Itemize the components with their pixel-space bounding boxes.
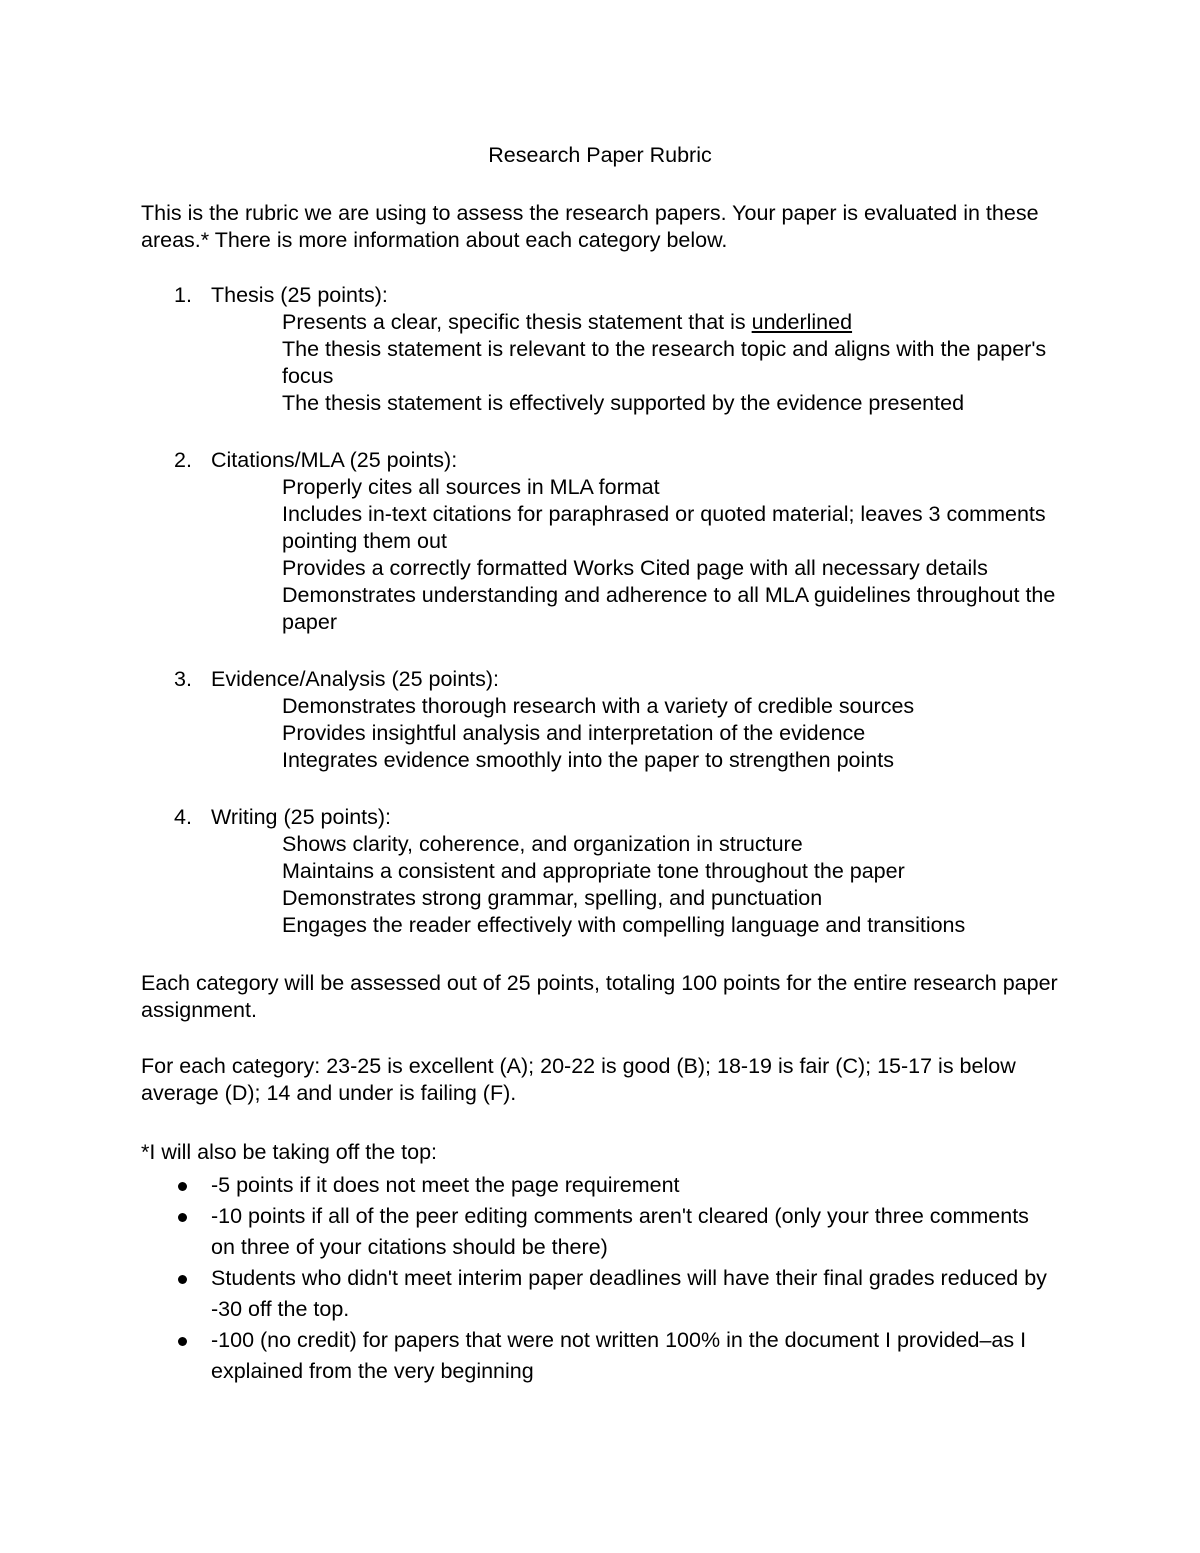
document-title: Research Paper Rubric: [488, 143, 712, 167]
bullet-icon: [176, 1325, 211, 1387]
intro-paragraph: This is the rubric we are using to assess the research papers. Your paper is evaluated in these areas.* There is more information about each category below.: [141, 201, 1039, 252]
criterion: Provides a correctly formatted Works Cited page with all necessary details: [282, 556, 988, 580]
deduction-text: -5 points if it does not meet the page requirement: [211, 1173, 680, 1197]
rubric-category-evidence: [174, 666, 1074, 774]
bullet-icon: [176, 1201, 211, 1263]
deduction-item: [176, 1201, 1056, 1263]
category-heading: Citations/MLA (25 points):: [211, 448, 458, 472]
rubric-category-thesis: [174, 282, 1074, 417]
criterion: Integrates evidence smoothly into the paper to strengthen points: [282, 748, 894, 772]
underlined-word: underlined: [751, 310, 853, 334]
criterion: Shows clarity, coherence, and organization in structure: [282, 832, 803, 856]
category-number: 1.: [174, 283, 192, 307]
category-heading: Evidence/Analysis (25 points):: [211, 667, 500, 691]
bullet-icon: [176, 1170, 211, 1201]
criterion: Includes in-text citations for paraphrased or quoted material; leaves 3 comments pointing them out: [282, 502, 1046, 553]
criterion: Engages the reader effectively with compelling language and transitions: [282, 913, 966, 937]
criteria-list: [282, 693, 1072, 774]
category-heading: Thesis (25 points):: [211, 283, 388, 307]
criterion: Maintains a consistent and appropriate tone throughout the paper: [282, 859, 905, 883]
category-heading: Writing (25 points):: [211, 805, 392, 829]
deduction-item: [176, 1325, 1056, 1387]
criterion-text: Presents a clear, specific thesis statement that is: [282, 310, 752, 334]
bullet-icon: [176, 1263, 211, 1325]
deduction-text: -100 (no credit) for papers that were not written 100% in the document I provided–as I explained from the very beginning: [211, 1328, 1027, 1383]
criterion: [282, 309, 1072, 336]
deductions-intro: *I will also be taking off the top:: [141, 1140, 438, 1164]
criterion: Demonstrates strong grammar, spelling, and punctuation: [282, 886, 823, 910]
deductions-list: [176, 1170, 1056, 1387]
criterion: The thesis statement is effectively supported by the evidence presented: [282, 391, 965, 415]
criteria-list: [282, 831, 1072, 939]
category-number: 4.: [174, 805, 192, 829]
deduction-text: -10 points if all of the peer editing comments aren't cleared (only your three comments on three of your citations should be there): [211, 1204, 1029, 1259]
category-number: 2.: [174, 448, 192, 472]
criteria-list: [282, 309, 1072, 417]
total-points-note: Each category will be assessed out of 25 points, totaling 100 points for the entire research paper assignment.: [141, 971, 1058, 1022]
deduction-text: Students who didn't meet interim paper deadlines will have their final grades reduced by -30 off the top.: [211, 1266, 1047, 1321]
deduction-item: [176, 1263, 1056, 1325]
criterion: Demonstrates thorough research with a variety of credible sources: [282, 694, 915, 718]
criterion: Demonstrates understanding and adherence to all MLA guidelines throughout the paper: [282, 583, 1056, 634]
criterion: The thesis statement is relevant to the research topic and aligns with the paper's focus: [282, 337, 1047, 388]
rubric-category-writing: [174, 804, 1074, 939]
criteria-list: [282, 474, 1072, 636]
criterion: Provides insightful analysis and interpretation of the evidence: [282, 721, 866, 745]
rubric-category-citations: [174, 447, 1074, 636]
grading-scale: For each category: 23-25 is excellent (A); 20-22 is good (B); 18-19 is fair (C); 15-17 is below average (D); 14 and under is failing (F).: [141, 1054, 1016, 1105]
category-number: 3.: [174, 667, 192, 691]
deduction-item: [176, 1170, 1056, 1201]
criterion: Properly cites all sources in MLA format: [282, 475, 660, 499]
